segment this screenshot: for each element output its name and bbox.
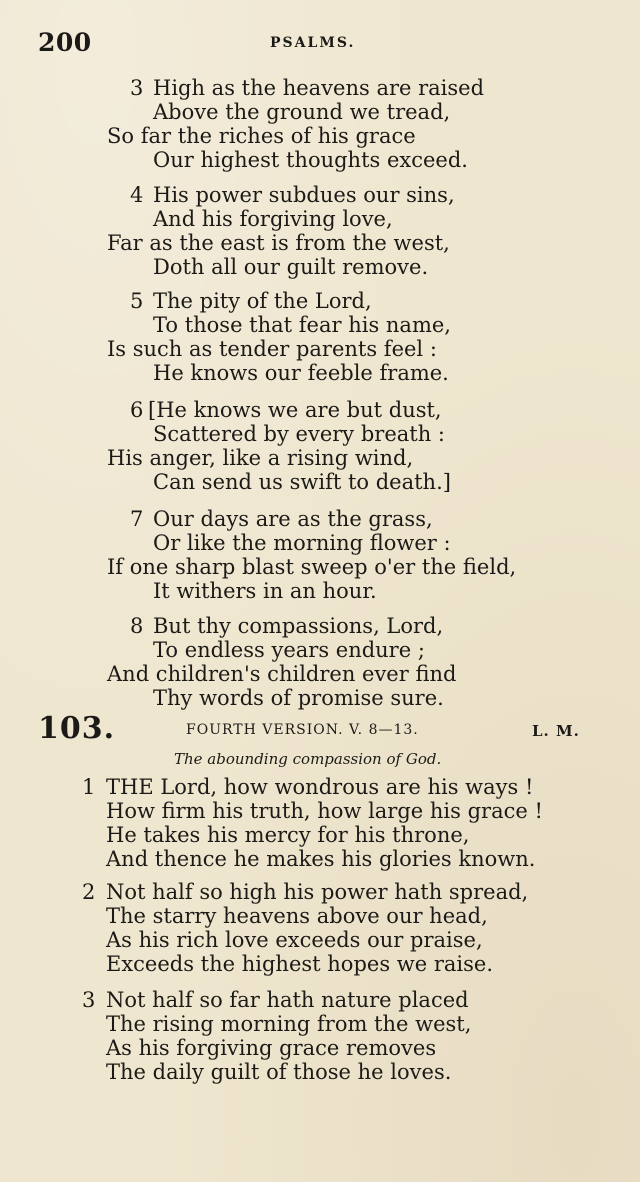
verse-line: Can send us swift to death.]	[153, 470, 451, 494]
verse-line: Thy words of promise sure.	[153, 686, 444, 710]
stanza-number: 4	[130, 183, 144, 207]
verse-line: The rising morning from the west,	[106, 1012, 472, 1036]
verse-line: To endless years endure ;	[153, 638, 425, 662]
stanza-number: 5	[130, 289, 144, 313]
verse-line: If one sharp blast sweep o'er the field,	[107, 555, 517, 579]
verse-line: And thence he makes his glories known.	[106, 847, 536, 871]
verse-line: The starry heavens above our head,	[106, 904, 488, 928]
verse-line: Scattered by every breath :	[153, 422, 445, 446]
verse-line: He takes his mercy for his throne,	[106, 823, 470, 847]
verse-line: His anger, like a rising wind,	[107, 446, 414, 470]
verse-line: And his forgiving love,	[153, 207, 393, 231]
verse-line: THE Lord, how wondrous are his ways !	[106, 775, 534, 799]
verse-line: Exceeds the highest hopes we raise.	[106, 952, 494, 976]
verse-line: So far the riches of his grace	[107, 124, 416, 148]
verse-line: Far as the east is from the west,	[107, 231, 450, 255]
verse-line: And children's children ever find	[107, 662, 457, 686]
verse-line: Our days are as the grass,	[153, 507, 433, 531]
verse-line: Above the ground we tread,	[153, 100, 451, 124]
verse-line: To those that fear his name,	[153, 313, 451, 337]
verse-line: Or like the morning flower :	[153, 531, 451, 555]
verse-line: [He knows we are but dust,	[148, 398, 442, 422]
verse-line: Not half so high his power hath spread,	[106, 880, 529, 904]
verse-line: The daily guilt of those he loves.	[106, 1060, 452, 1084]
verse-line: He knows our feeble frame.	[153, 361, 449, 385]
page-number: 200	[38, 28, 92, 57]
stanza-number: 3	[82, 988, 96, 1012]
verse-line: Not half so far hath nature placed	[106, 988, 469, 1012]
verse-line: High as the heavens are raised	[153, 76, 485, 100]
hymn-subtitle: The abounding compassion of God.	[174, 750, 442, 768]
hymn-meter: L. M.	[532, 722, 580, 740]
verse-line: Doth all our guilt remove.	[153, 255, 429, 279]
stanza-number: 1	[82, 775, 96, 799]
verse-line: Is such as tender parents feel :	[107, 337, 437, 361]
hymn-number: 103.	[38, 711, 116, 746]
verse-line: But thy compassions, Lord,	[153, 614, 444, 638]
verse-line: It withers in an hour.	[153, 579, 377, 603]
stanza-number: 6	[130, 398, 144, 422]
stanza-number: 2	[82, 880, 96, 904]
stanza-number: 3	[130, 76, 144, 100]
stanza-number: 7	[130, 507, 144, 531]
verse-line: The pity of the Lord,	[153, 289, 372, 313]
verse-line: As his forgiving grace removes	[106, 1036, 437, 1060]
hymn-version: FOURTH VERSION. V. 8—13.	[186, 722, 419, 738]
verse-line: Our highest thoughts exceed.	[153, 148, 468, 172]
verse-line: As his rich love exceeds our praise,	[106, 928, 483, 952]
stanza-number: 8	[130, 614, 144, 638]
verse-line: His power subdues our sins,	[153, 183, 455, 207]
running-head: PSALMS.	[270, 35, 356, 51]
verse-line: How firm his truth, how large his grace !	[106, 799, 543, 823]
page-header	[38, 28, 610, 56]
